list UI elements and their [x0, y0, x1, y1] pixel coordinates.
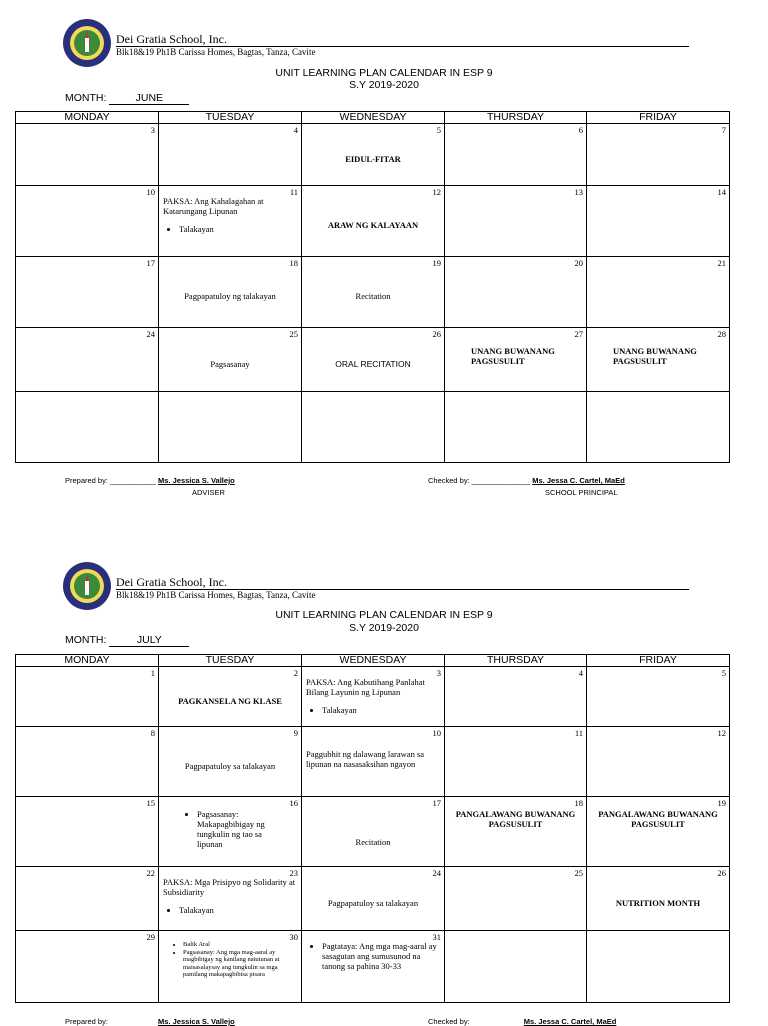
- day-cell: [159, 124, 302, 186]
- day-note: PAGKANSELA NG KLASE: [178, 695, 282, 706]
- day-cell: [159, 931, 302, 1003]
- day-number: 9: [293, 728, 298, 738]
- day-note: [163, 877, 297, 928]
- day-note: Recitation: [355, 291, 391, 301]
- day-cell: [587, 797, 730, 867]
- topic-text: PAKSA: Mga Prisipyo ng Solidarity at Subsidiarity: [163, 877, 296, 897]
- day-cell: [159, 186, 302, 257]
- day-cell: [445, 867, 587, 931]
- day-cell: [16, 667, 159, 727]
- day-cell: [16, 186, 159, 257]
- week-row: [16, 124, 730, 186]
- weekday-wednesday: WEDNESDAY: [302, 112, 445, 124]
- prepared-name: Ms. Jessica S. Vallejo: [158, 1017, 235, 1026]
- day-cell: [302, 727, 445, 797]
- bullet-item: • Talakayan: [179, 905, 297, 915]
- day-note: PANGALAWANG BUWANANG PAGSUSULIT: [598, 809, 718, 829]
- day-number: 4: [578, 668, 583, 678]
- school-name: Dei Gratia School, Inc.: [116, 32, 689, 47]
- week-row: [16, 931, 730, 1003]
- day-note: Pagpapatuloy sa talakayan: [327, 897, 419, 908]
- day-number: 10: [146, 187, 155, 197]
- prepared-label: Prepared by: ___________: [65, 476, 156, 485]
- school-address: Blk18&19 Ph1B Carissa Homes, Bagtas, Tanza, Cavite: [116, 47, 316, 57]
- day-number: 19: [432, 258, 441, 268]
- day-cell: [445, 667, 587, 727]
- july-calendar-table: [15, 654, 730, 1003]
- week-row: [16, 727, 730, 797]
- weekday-friday: FRIDAY: [587, 655, 730, 667]
- day-cell: [16, 797, 159, 867]
- day-number: 12: [717, 728, 726, 738]
- checked-name: Ms. Jessa C. Cartel, MaEd: [523, 1017, 617, 1026]
- day-cell: [16, 392, 159, 463]
- day-number: 16: [289, 798, 298, 808]
- day-number: 21: [717, 258, 726, 268]
- day-number: 1: [150, 668, 155, 678]
- day-cell: [159, 867, 302, 931]
- day-cell: [445, 727, 587, 797]
- bullet-item: • Balik Aral: [183, 941, 297, 949]
- day-number: 26: [717, 868, 726, 878]
- day-cell: [302, 867, 445, 931]
- weekday-monday: MONDAY: [16, 655, 159, 667]
- school-seal-icon: [62, 18, 112, 68]
- day-number: 28: [717, 329, 726, 339]
- month-line: [65, 92, 189, 105]
- day-cell: [587, 124, 730, 186]
- day-note: Paggubhit ng dalawang larawan sa lipunan na nasasaksihan ngayon: [306, 749, 425, 769]
- topic-text: PAKSA: Ang Kabutihang Panlahat Bilang Layunin ng Lipunan: [306, 677, 425, 697]
- topic-text: PAKSA: Ang Kahalagahan at Katarungang Lipunan: [163, 196, 264, 216]
- weekday-tuesday: TUESDAY: [159, 112, 302, 124]
- day-cell: [16, 257, 159, 328]
- week-row: [16, 257, 730, 328]
- day-note: [163, 196, 297, 254]
- school-seal-icon: [62, 561, 112, 611]
- weekday-thursday: THURSDAY: [445, 112, 587, 124]
- prepared-by: [65, 1017, 235, 1026]
- day-cell: [445, 124, 587, 186]
- school-year: S.Y 2019-2020: [349, 79, 419, 91]
- day-cell: [302, 797, 445, 867]
- month-label: MONTH:: [65, 92, 107, 104]
- day-cell: [445, 257, 587, 328]
- bullet-item: • Pagsasanay: Ang mga mag-aaral ay magbibigay ng kanilang natutunan at maisasalaysay ang tungkulin sa mga pamilang makapagbibisa pisara: [183, 949, 297, 979]
- week-row: [16, 186, 730, 257]
- week-row: [16, 797, 730, 867]
- day-number: 22: [146, 868, 155, 878]
- week-row: [16, 392, 730, 463]
- weekday-wednesday: WEDNESDAY: [302, 655, 445, 667]
- day-note: UNANG BUWANANG PAGSUSULIT: [471, 346, 555, 366]
- day-cell: [159, 328, 302, 392]
- month-line: [65, 634, 189, 647]
- day-note: Pagpapatuloy ng talakayan: [184, 291, 276, 301]
- day-number: 2: [293, 668, 298, 678]
- day-cell: [302, 328, 445, 392]
- day-number: 27: [574, 329, 583, 339]
- day-number: 25: [289, 329, 298, 339]
- day-cell: [445, 328, 587, 392]
- day-note: NUTRITION MONTH: [615, 897, 701, 908]
- june-calendar-table: [15, 111, 730, 463]
- day-cell: [302, 667, 445, 727]
- bullet-item: • Pagtataya: Ang mga mag-aaral ay sasagutan ang sumusunod na tanong sa pahina 30-33: [322, 941, 440, 971]
- day-cell: [302, 392, 445, 463]
- day-number: 10: [432, 728, 441, 738]
- day-note: [306, 941, 440, 1000]
- day-number: 3: [436, 668, 441, 678]
- day-number: 19: [717, 798, 726, 808]
- checked-by: [428, 476, 625, 485]
- month-label: MONTH:: [65, 634, 107, 646]
- day-cell: [445, 186, 587, 257]
- day-note: Pagpapatuloy sa talakayan: [184, 760, 276, 771]
- prepared-label: Prepared by:: [65, 1017, 108, 1026]
- day-note: [163, 807, 297, 864]
- week-row: [16, 667, 730, 727]
- weekday-friday: FRIDAY: [587, 112, 730, 124]
- prepared-by: [65, 476, 235, 485]
- weekday-header-row: [16, 655, 730, 667]
- day-number: 12: [432, 187, 441, 197]
- day-cell: [302, 124, 445, 186]
- month-value: JUNE: [109, 92, 189, 105]
- weekday-tuesday: TUESDAY: [159, 655, 302, 667]
- day-note: ORAL RECITATION: [335, 358, 411, 369]
- day-cell: [445, 931, 587, 1003]
- day-number: 5: [436, 125, 441, 135]
- day-cell: [587, 257, 730, 328]
- school-name: Dei Gratia School, Inc.: [116, 575, 689, 590]
- day-cell: [16, 727, 159, 797]
- day-cell: [159, 392, 302, 463]
- day-number: 8: [150, 728, 155, 738]
- day-note: ARAW NG KALAYAAN: [327, 220, 419, 230]
- day-number: 29: [146, 932, 155, 942]
- week-row: [16, 328, 730, 392]
- day-number: 3: [150, 125, 155, 135]
- prepared-role: ADVISER: [192, 488, 225, 497]
- day-number: 26: [432, 329, 441, 339]
- day-number: 14: [717, 187, 726, 197]
- day-cell: [587, 328, 730, 392]
- day-number: 11: [574, 728, 583, 738]
- day-number: 23: [289, 868, 298, 878]
- checked-name: Ms. Jessa C. Cartel, MaEd: [532, 476, 625, 485]
- day-cell: [159, 667, 302, 727]
- day-note: [163, 941, 297, 1000]
- day-number: 11: [289, 187, 298, 197]
- day-cell: [587, 392, 730, 463]
- day-number: 24: [146, 329, 155, 339]
- day-number: 31: [432, 932, 441, 942]
- day-cell: [16, 328, 159, 392]
- calendar-title: UNIT LEARNING PLAN CALENDAR IN ESP 9: [275, 67, 493, 79]
- day-number: 20: [574, 258, 583, 268]
- day-cell: [587, 186, 730, 257]
- day-number: 18: [289, 258, 298, 268]
- day-cell: [159, 727, 302, 797]
- day-number: 6: [578, 125, 583, 135]
- day-note: Recitation: [355, 836, 391, 847]
- day-number: 17: [146, 258, 155, 268]
- day-cell: [587, 931, 730, 1003]
- day-number: 5: [721, 668, 726, 678]
- weekday-monday: MONDAY: [16, 112, 159, 124]
- calendar-title: UNIT LEARNING PLAN CALENDAR IN ESP 9: [275, 609, 493, 621]
- bullet-item: • Talakayan: [179, 224, 297, 234]
- checked-label: Checked by: ______________: [428, 476, 531, 485]
- week-row: [16, 867, 730, 931]
- day-cell: [302, 257, 445, 328]
- checked-role: SCHOOL PRINCIPAL: [545, 488, 618, 497]
- prepared-name: Ms. Jessica S. Vallejo: [158, 476, 235, 485]
- day-cell: [16, 867, 159, 931]
- day-number: 30: [289, 932, 298, 942]
- school-address: Blk18&19 Ph1B Carissa Homes, Bagtas, Tanza, Cavite: [116, 590, 316, 600]
- weekday-header-row: [16, 112, 730, 124]
- day-number: 18: [574, 798, 583, 808]
- day-number: 24: [432, 868, 441, 878]
- day-note: [306, 677, 440, 724]
- checked-by: [428, 1017, 616, 1026]
- day-cell: [16, 124, 159, 186]
- day-cell: [445, 797, 587, 867]
- bullet-item: • Pagsasanay: Makapagbibigay ng tungkulin ng tao sa lipunan: [197, 809, 269, 849]
- day-number: 7: [721, 125, 726, 135]
- day-note: Pagsasanay: [210, 358, 250, 369]
- day-number: 17: [432, 798, 441, 808]
- bullet-item: • Talakayan: [322, 705, 440, 715]
- day-cell: [302, 931, 445, 1003]
- day-cell: [587, 667, 730, 727]
- day-number: 25: [574, 868, 583, 878]
- day-cell: [445, 392, 587, 463]
- day-number: 4: [293, 125, 298, 135]
- day-cell: [159, 257, 302, 328]
- day-cell: [302, 186, 445, 257]
- day-cell: [587, 867, 730, 931]
- day-cell: [159, 797, 302, 867]
- weekday-thursday: THURSDAY: [445, 655, 587, 667]
- day-cell: [587, 727, 730, 797]
- day-note: UNANG BUWANANG PAGSUSULIT: [613, 346, 697, 366]
- day-note: PANGALAWANG BUWANANG PAGSUSULIT: [455, 809, 576, 829]
- day-note: EIDUL-FITAR: [345, 153, 401, 164]
- school-year: S.Y 2019-2020: [349, 622, 419, 634]
- day-number: 13: [574, 187, 583, 197]
- day-cell: [16, 931, 159, 1003]
- month-value: JULY: [109, 634, 189, 647]
- checked-label: Checked by:: [428, 1017, 470, 1026]
- day-number: 15: [146, 798, 155, 808]
